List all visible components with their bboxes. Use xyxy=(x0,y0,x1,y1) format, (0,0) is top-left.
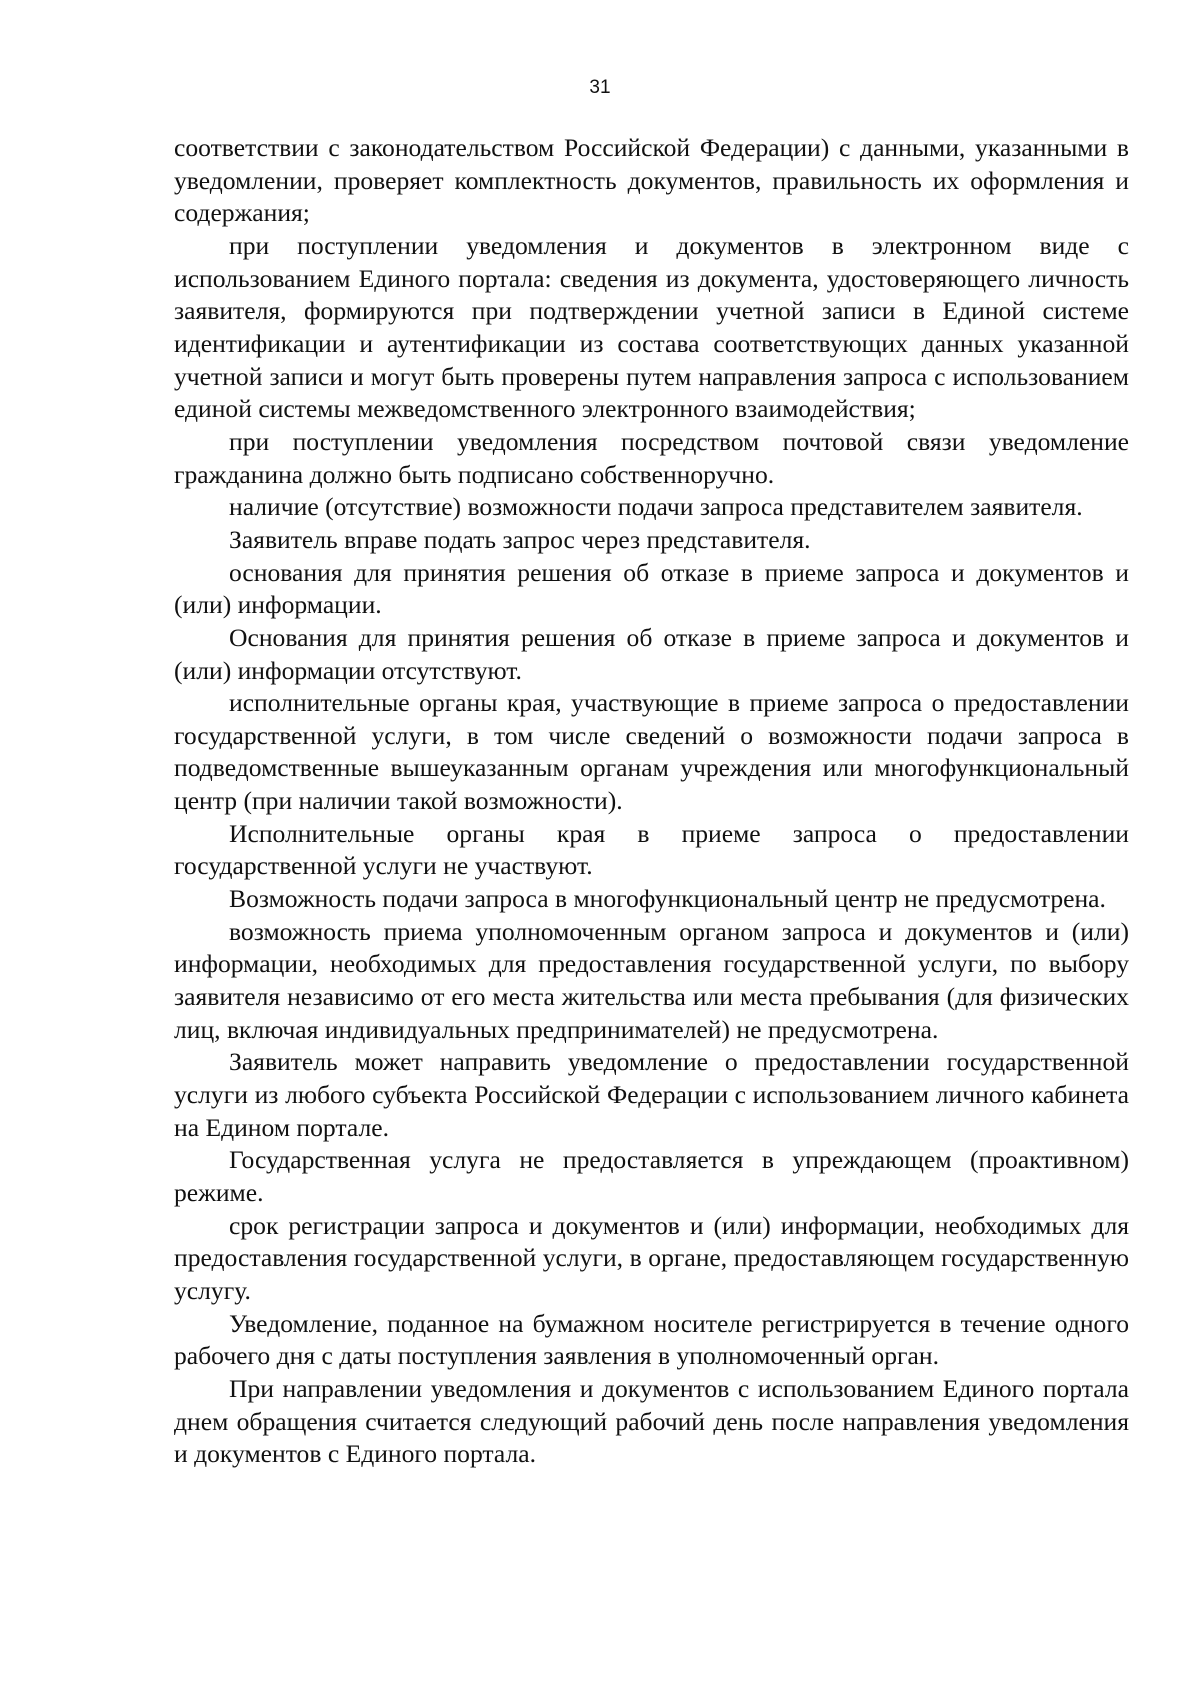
paragraph-extraterritorial-heading: возможность приема уполномоченным органом запроса и документов и (или) информации, необходимых для предоставления государственной услуги, по выбору заявителя независимо от его места жительства или места пребывания (для физических лиц, включая индивидуальных предпринимателей) не предусмотрена. xyxy=(174,916,1129,1044)
paragraph-extraterritorial-answer: Заявитель может направить уведомление о предоставлении государственной услуги из любого субъекта Российской Федерации с использованием личного кабинета на Едином портале. xyxy=(174,1047,1129,1142)
paragraph-refusal-grounds-answer: Основания для принятия решения об отказе в приеме запроса и документов и (или) информации отсутствуют. xyxy=(174,622,1129,685)
paragraph-proactive-mode: Государственная услуга не предоставляется в упреждающем (проактивном) режиме. xyxy=(174,1145,1129,1207)
paragraph-executive-bodies-answer: Исполнительные органы края в приеме запроса о предоставлении государственной услуги не участвуют. xyxy=(174,818,1129,881)
paragraph-registration-term-heading: срок регистрации запроса и документов и (или) информации, необходимых для предоставления государственной услуги, в органе, предоставляющем государственную услугу. xyxy=(174,1210,1129,1305)
paragraph-representative-heading: наличие (отсутствие) возможности подачи запроса представителем заявителя. xyxy=(229,492,1083,522)
paragraph-electronic-submission: при поступлении уведомления и документов в электронном виде с использованием Единого портала: сведения из документа, удостоверяющего личность заявителя, формируются при подтверждении учетной записи в Единой системе идентификации и аутентификации из состава соответствующих данных указанной учетной записи и могут быть проверены путем направления запроса с использованием единой системы межведомственного электронного взаимодействия; xyxy=(174,230,1129,424)
page-number: 31 xyxy=(589,77,611,98)
paragraph-mfc-answer: Возможность подачи запроса в многофункциональный центр не предусмотрена. xyxy=(229,884,1106,914)
document-body xyxy=(174,132,1129,1471)
paragraph-continuation: соответствии с законодательством Российской Федерации) с данными, указанными в уведомлении, проверяет комплектность документов, правильность их оформления и содержания; xyxy=(174,133,1129,228)
paragraph-paper-registration: Уведомление, поданное на бумажном носителе регистрируется в течение одного рабочего дня с даты поступления заявления в уполномоченный орган. xyxy=(174,1308,1129,1371)
paragraph-executive-bodies-heading: исполнительные органы края, участвующие в приеме запроса о предоставлении государственной услуги, в том числе сведений о возможности подачи запроса в подведомственные вышеуказанным органам учреждения или многофункциональный центр (при наличии такой возможности). xyxy=(174,688,1129,816)
paragraph-postal-submission: при поступлении уведомления посредством почтовой связи уведомление гражданина должно быть подписано собственноручно. xyxy=(174,426,1129,489)
paragraph-representative-answer: Заявитель вправе подать запрос через представителя. xyxy=(229,524,811,554)
paragraph-portal-registration: При направлении уведомления и документов с использованием Единого портала днем обращения считается следующий рабочий день после направления уведомления и документов с Единого портала. xyxy=(174,1373,1129,1469)
paragraph-refusal-grounds-heading: основания для принятия решения об отказе в приеме запроса и документов и (или) информации. xyxy=(174,557,1129,620)
